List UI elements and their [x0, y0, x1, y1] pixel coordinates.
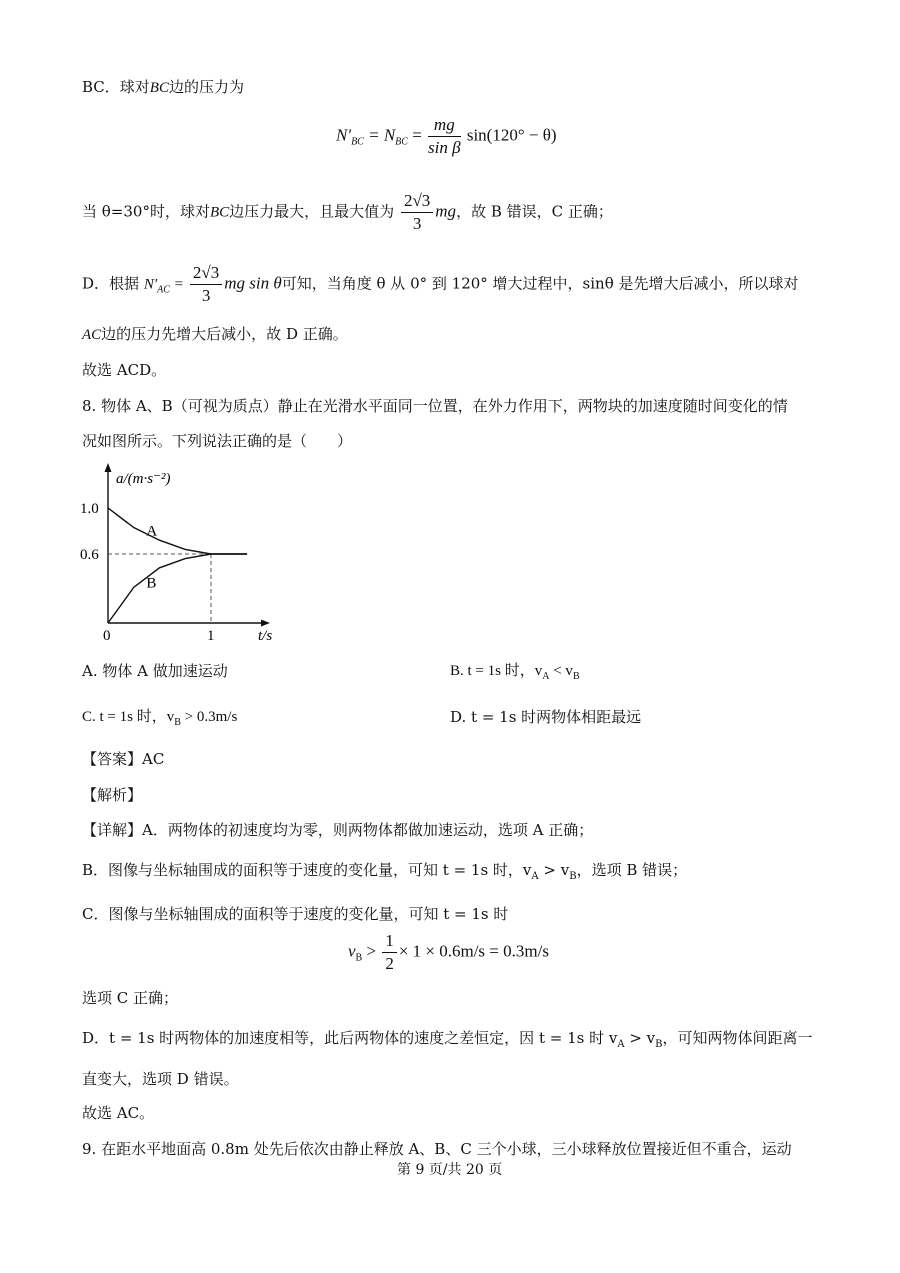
- x-axis-arrow: [261, 620, 270, 627]
- detail-d-line-2: 直变大，选项 D 错误。: [82, 1070, 239, 1088]
- acceleration-time-chart: [70, 458, 300, 648]
- detail-a: 【详解】A．两物体的初速度均为零，则两物体都做加速运动，选项 A 正确；: [82, 821, 594, 839]
- d-line-2: AC边的压力先增大后减小，故 D 正确。: [82, 325, 348, 343]
- equation-vb: $v_B$ > $\frac{1}{2}$ × 1 × 0.6m/s = 0.3m/s: [348, 931, 549, 973]
- y-axis-label: a/(m·s⁻²): [116, 471, 171, 487]
- detail-c: C．图像与坐标轴围成的面积等于速度的变化量，可知 t = 1s 时: [82, 905, 509, 923]
- series-label-b: B: [146, 575, 157, 592]
- detail-d-line-1: D．t = 1s 时两物体的加速度相等，此后两物体的速度之差恒定，因 t = 1s 时 $v_A > v_B$，可知两物体间距离一: [82, 1029, 813, 1050]
- q9-stem-line-1: 9. 在距水平地面高 0.8m 处先后依次由静止释放 A、B、C 三个小球，三小球释放位置接近但不重合，运动: [82, 1140, 792, 1158]
- equation-n-bc: $N'_{BC} = N_{BC}$ = $\frac{mg}{\text{sin β}}$ sin(120° − θ): [336, 115, 557, 157]
- series-curve-a: [108, 508, 247, 554]
- bc-line: BC．球对BC边的压力为: [82, 78, 244, 96]
- q8-stem-line-2: 况如图所示。下列说法正确的是（ ）: [82, 432, 353, 450]
- option-c: C. t = 1s 时，$v_B > 0.3m/s$: [82, 709, 238, 728]
- analysis-tag: 【解析】: [82, 786, 143, 804]
- y-tick-label-0-6: 0.6: [80, 547, 99, 563]
- answer-tag: 【答案】AC: [82, 750, 165, 768]
- detail-c-end: 选项 C 正确；: [82, 989, 179, 1007]
- max-pressure-line: 当 θ=30°时，球对BC边压力最大，且最大值为 $\frac{2√3}{3}$ mg，故 B 错误，C 正确；: [82, 191, 613, 233]
- page-footer: 第 9 页/共 20 页: [397, 1162, 503, 1178]
- d-line-1: D．根据 $N'_{AC}$ = $\frac{2√3}{3}$ mg sin θ可知，当角度 θ 从 0° 到 120° 增大过程中，sinθ 是先增大后减小，所以球对: [82, 263, 799, 305]
- q8-stem-line-1: 8. 物体 A、B（可视为质点）静止在光滑水平面同一位置，在外力作用下，两物块的加速度随时间变化的情: [82, 397, 788, 415]
- detail-b: B．图像与坐标轴围成的面积等于速度的变化量，可知 t = 1s 时，$v_A > v_B$，选项 B 错误；: [82, 861, 688, 882]
- series-curve-b: [108, 554, 247, 623]
- option-a: A. 物体 A 做加速运动: [82, 662, 228, 680]
- answer-acd: 故选 ACD。: [82, 361, 167, 379]
- y-axis-arrow: [105, 463, 112, 472]
- final-answer: 故选 AC。: [82, 1104, 155, 1122]
- option-d: D. t = 1s 时两物体相距最远: [450, 708, 642, 726]
- x-axis-label: t/s: [258, 628, 273, 644]
- series-label-a: A: [146, 523, 158, 540]
- origin-label: 0: [103, 628, 111, 644]
- y-tick-label-1-0: 1.0: [80, 501, 99, 517]
- option-b: B. t = 1s 时，$v_A < v_B$: [450, 663, 580, 682]
- x-tick-label-1: 1: [207, 628, 215, 644]
